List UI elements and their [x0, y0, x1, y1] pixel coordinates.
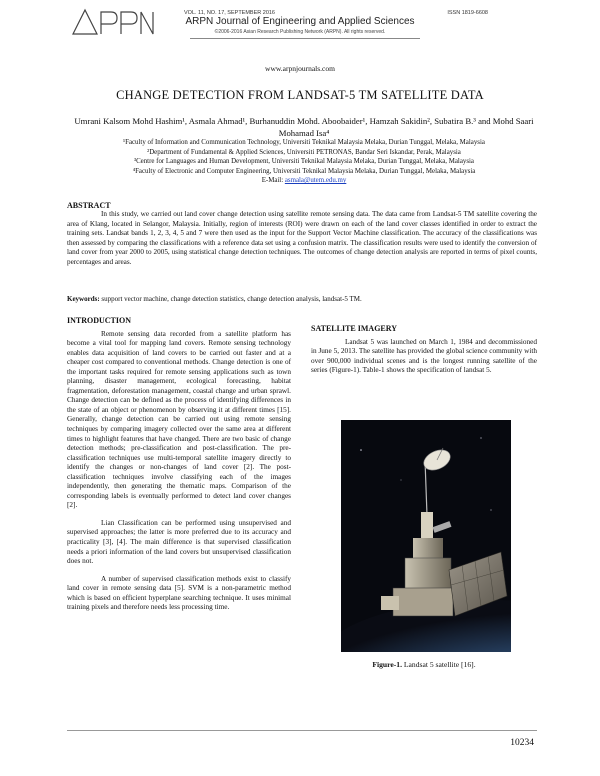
- figure-caption-text: Landsat 5 satellite [16].: [402, 660, 476, 669]
- page-header: [0, 0, 600, 48]
- issn: ISSN 1819-6608: [447, 10, 488, 16]
- header-divider: [190, 38, 420, 39]
- keywords-text: support vector machine, change detection statistics, change detection analysis, landsat-5 TM.: [99, 295, 362, 303]
- footer-divider: [67, 730, 537, 731]
- abstract-heading: ABSTRACT: [67, 201, 111, 210]
- figure-label: Figure-1.: [372, 660, 402, 669]
- affiliation-4: ⁴Faculty of Electronic and Computer Engineering, Universiti Teknikal Malaysia Melaka, Durian Tunggal, Melaka, Malaysia: [132, 167, 476, 175]
- figure-caption: [311, 660, 537, 669]
- paper-title: CHANGE DETECTION FROM LANDSAT-5 TM SATELLITE DATA: [116, 88, 484, 102]
- satellite-paragraph-1: Landsat 5 was launched on March 1, 1984 and decommissioned in June 5, 2013. The satellite has provided the global science community with over 900,000 individual scenes and is the longest running satellite of the series (Figure-1). Table-1 shows the specification of landsat 5.: [311, 337, 537, 375]
- introduction-heading: INTRODUCTION: [67, 316, 132, 325]
- keywords: [67, 295, 537, 303]
- satellite-illustration: [341, 420, 511, 652]
- page-number: 10234: [510, 738, 534, 748]
- right-column: [311, 324, 537, 376]
- email-line: [74, 176, 534, 186]
- intro-paragraph-1: Remote sensing data recorded from a satellite platform has become a vital tool for mapping land covers. Remote sensing technology enables data acquisition of land covers to be carried out faster and at a cheaper cost compared to conventional methods. Change detection is one of the important tasks required for remote sensing applications such as town planning, disaster management, ecological forecasting, habitat fragmentation, deforestation management, coastal change and urban sprawl. Change detection can be defined as the process of identifying differences in the state of an object or phenomenon by observing it at different times [15]. Generally, change detection can be carried out using remote sensing techniques by comparing imagery collected over the same area at different times to highlight features that have changed. There are two basic of change detection methods; pre-classification and post-classification. The pre-classification techniques use multi-temporal satellite imagery directly to identify the changes or non-changes of land cover [2]. The post-classification techniques involve classifying each of the images independently, then generating the thematic maps. Comparison of the corresponding labels is eventually performed to detect land cover changes [2].: [67, 329, 291, 510]
- satellite-heading: SATELLITE IMAGERY: [311, 324, 398, 333]
- volume-info: VOL. 11, NO. 17, SEPTEMBER 2016: [184, 10, 275, 16]
- journal-url[interactable]: www.arpnjournals.com: [265, 64, 335, 73]
- intro-paragraph-2: Lian Classification can be performed using unsupervised and supervised approaches; the latter is more preferred due to its accuracy and practicality [3], [4]. The main difference is that supervised classification needs a priori information of the land covers but unsupervised classification does not.: [67, 518, 291, 566]
- journal-name: ARPN Journal of Engineering and Applied Sciences: [185, 16, 415, 27]
- affiliations: [74, 138, 534, 186]
- affiliation-2: ²Department of Fundamental & Applied Sciences, Universiti PETRONAS, Bandar Seri Iskandar, Perak, Malaysia: [147, 148, 461, 156]
- left-column: [67, 316, 291, 613]
- affiliation-3: ³Centre for Languages and Human Development, Universiti Teknikal Malaysia Melaka, Durian Tunggal, Melaka, Malaysia: [134, 158, 474, 166]
- email-label: E-Mail:: [261, 177, 285, 185]
- copyright-line: ©2006-2016 Asian Research Publishing Network (ARPN). All rights reserved.: [214, 29, 386, 35]
- author-list: Umrani Kalsom Mohd Hashim¹, Asmala Ahmad¹, Burhanuddin Mohd. Aboobaider¹, Hamzah Sakidin², Subatira B.³ and Mohd Saari Mohamad Isa⁴: [74, 116, 534, 138]
- affiliation-1: ¹Faculty of Information and Communication Technology, Universiti Teknikal Malaysia Melaka, Durian Tunggal, Melaka, Malaysia: [123, 139, 485, 146]
- email-link[interactable]: asmala@utem.edu.my: [284, 177, 347, 185]
- abstract-text: In this study, we carried out land cover change detection using satellite remote sensing data. The data came from Landsat-5 TM satellite covering the area of Klang, located in Selangor, Malaysia. Initially, region of interests (ROI) were drawn on each of the land cover classes identified in order to extract the training sets. Landsat bands 1, 2, 3, 4, 5 and 7 were then used as the input for the Support Vector Machine classification. The accuracy of the classifications was then assessed by comparing the classifications with a reference data set using a confusion matrix. The classification results were used to identify the conversion of land cover from year 2000 to 2005, using statistical change detection techniques. The outcomes of change detection analysis are reported in terms of pixel counts, percentages and areas.: [67, 210, 537, 266]
- keywords-label: Keywords:: [67, 295, 100, 303]
- landsat-satellite-image: [341, 420, 511, 652]
- intro-paragraph-3: A number of supervised classification methods exist to classify land cover in remote sensing data [5]. SVM is a non-parametric method which is based on efficient hyperplane searching technique. It uses minimal training pixels and therefore needs less processing time.: [67, 574, 291, 612]
